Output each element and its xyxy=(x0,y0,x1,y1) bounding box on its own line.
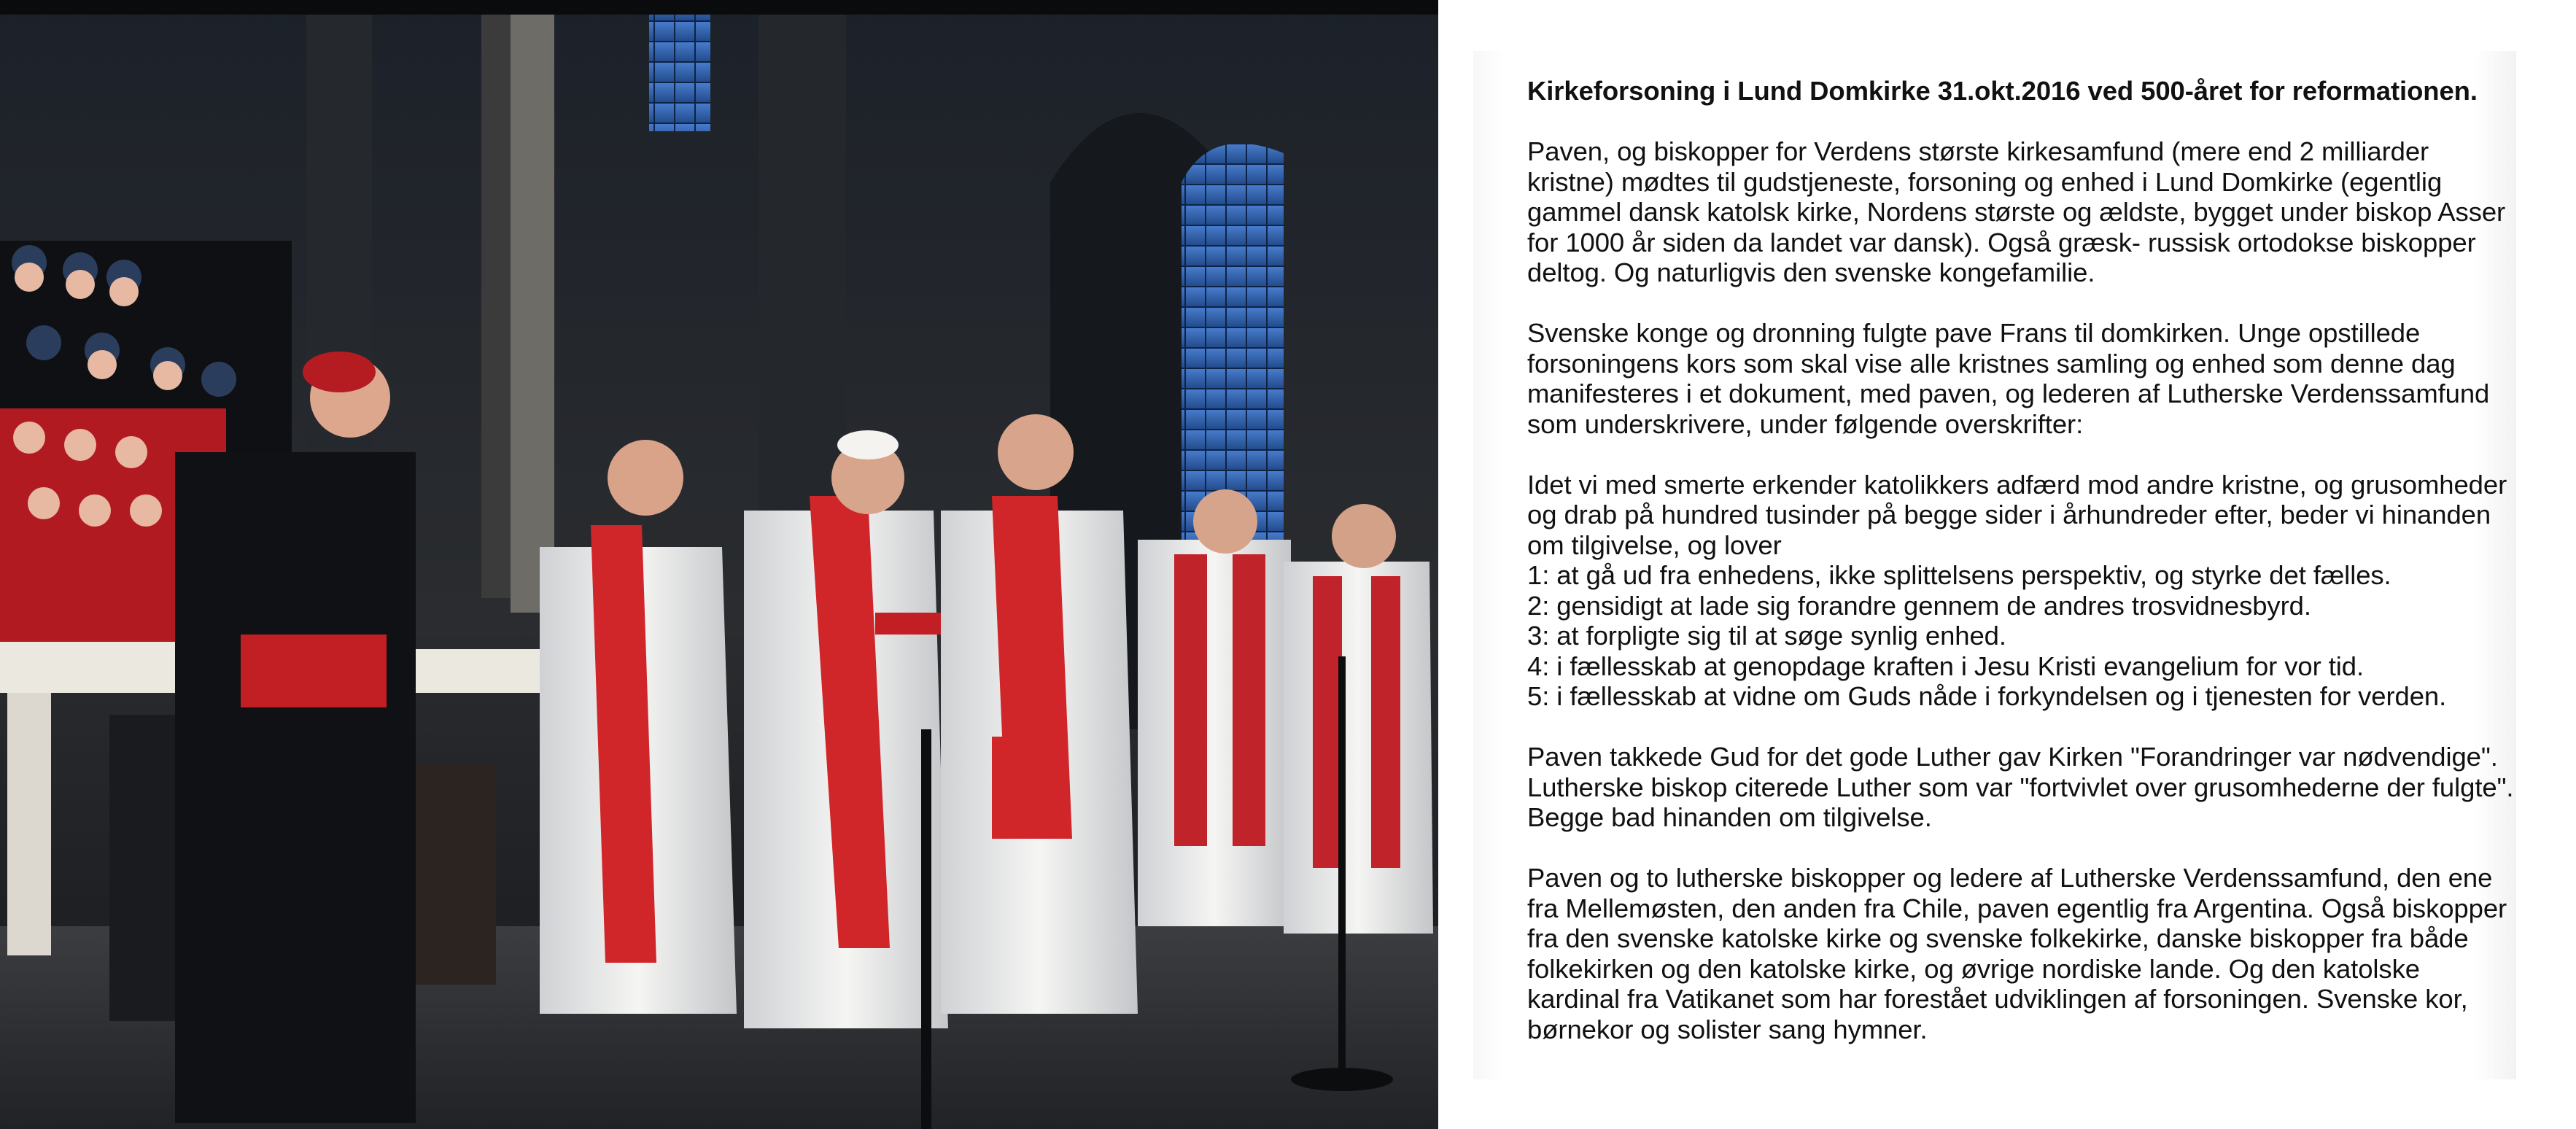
paragraph-4: Paven takkede Gud for det gode Luther gav Kirken "Forandringer var nødvendige". Lutherske biskop citerede Luther som var "fortvivlet over grusomhederne der fulgte". Begge bad hinanden om tilgivelse. xyxy=(1527,742,2514,832)
paragraph-1: Paven, og biskopper for Verdens største kirkesamfund (mere end 2 milliarder kristne) mødtes til gudstjeneste, forsoning og enhed i Lund Domkirke (egentlig gammel dansk katolsk kirke, Nordens største og ældste, bygget under biskop Asser for 1000 år siden da landet var dansk). Også græsk- russisk ortodokse biskopper deltog. Og naturligvis den svenske kongefamilie. xyxy=(1527,136,2506,287)
pledge-item: 1: at gå ud fra enhedens, ikke splittelsens perspektiv, og styrke det fælles. xyxy=(1527,560,2391,590)
paragraph-3: Idet vi med smerte erkender katolikkers adfærd mod andre kristne, og grusomheder og drab på hundred tusinder på begge sider i århundreder efter, beder vi hinanden om tilgivelse, og lover xyxy=(1527,469,2507,560)
pledge-item: 4: i fællesskab at genopdage kraften i Jesu Kristi evangelium for vor tid. xyxy=(1527,651,2364,681)
article-title: Kirkeforsoning i Lund Domkirke 31.okt.2016 ved 500-året for reformationen. xyxy=(1527,76,2478,106)
pledge-section xyxy=(1527,470,2519,712)
paragraph-2: Svenske konge og dronning fulgte pave Frans til domkirken. Unge opstillede forsoningens kors som skal vise alle kristnes samling og enhed som denne dag manifesteres i et dokument, med paven, og lederen af Lutherske Verdenssamfund som underskrivere, under følgende overskrifter: xyxy=(1527,318,2490,439)
pledge-item: 2: gensidigt at lade sig forandre gennem de andres trosvidnesbyrd. xyxy=(1527,590,2311,621)
article-panel xyxy=(1473,51,2516,1079)
pledge-item: 3: at forpligte sig til at søge synlig enhed. xyxy=(1527,621,2006,651)
article-text xyxy=(1527,76,2519,1075)
pledge-item: 5: i fællesskab at vidne om Guds nåde i forkyndelsen og i tjenesten for verden. xyxy=(1527,681,2447,711)
paragraph-5: Paven og to lutherske biskopper og ledere af Lutherske Verdenssamfund, den ene fra Mellemøsten, den anden fra Chile, paven egentlig fra Argentina. Også biskopper fra den svenske katolske kirke og svenske folkekirke, danske biskopper fra både folkekirken og den katolske kirke, og øvrige nordiske lande. Og den katolske kardinal fra Vatikanet som har forestået udviklingen af forsoningen. Svenske kor, børnekor og solister sang hymner. xyxy=(1527,863,2507,1044)
